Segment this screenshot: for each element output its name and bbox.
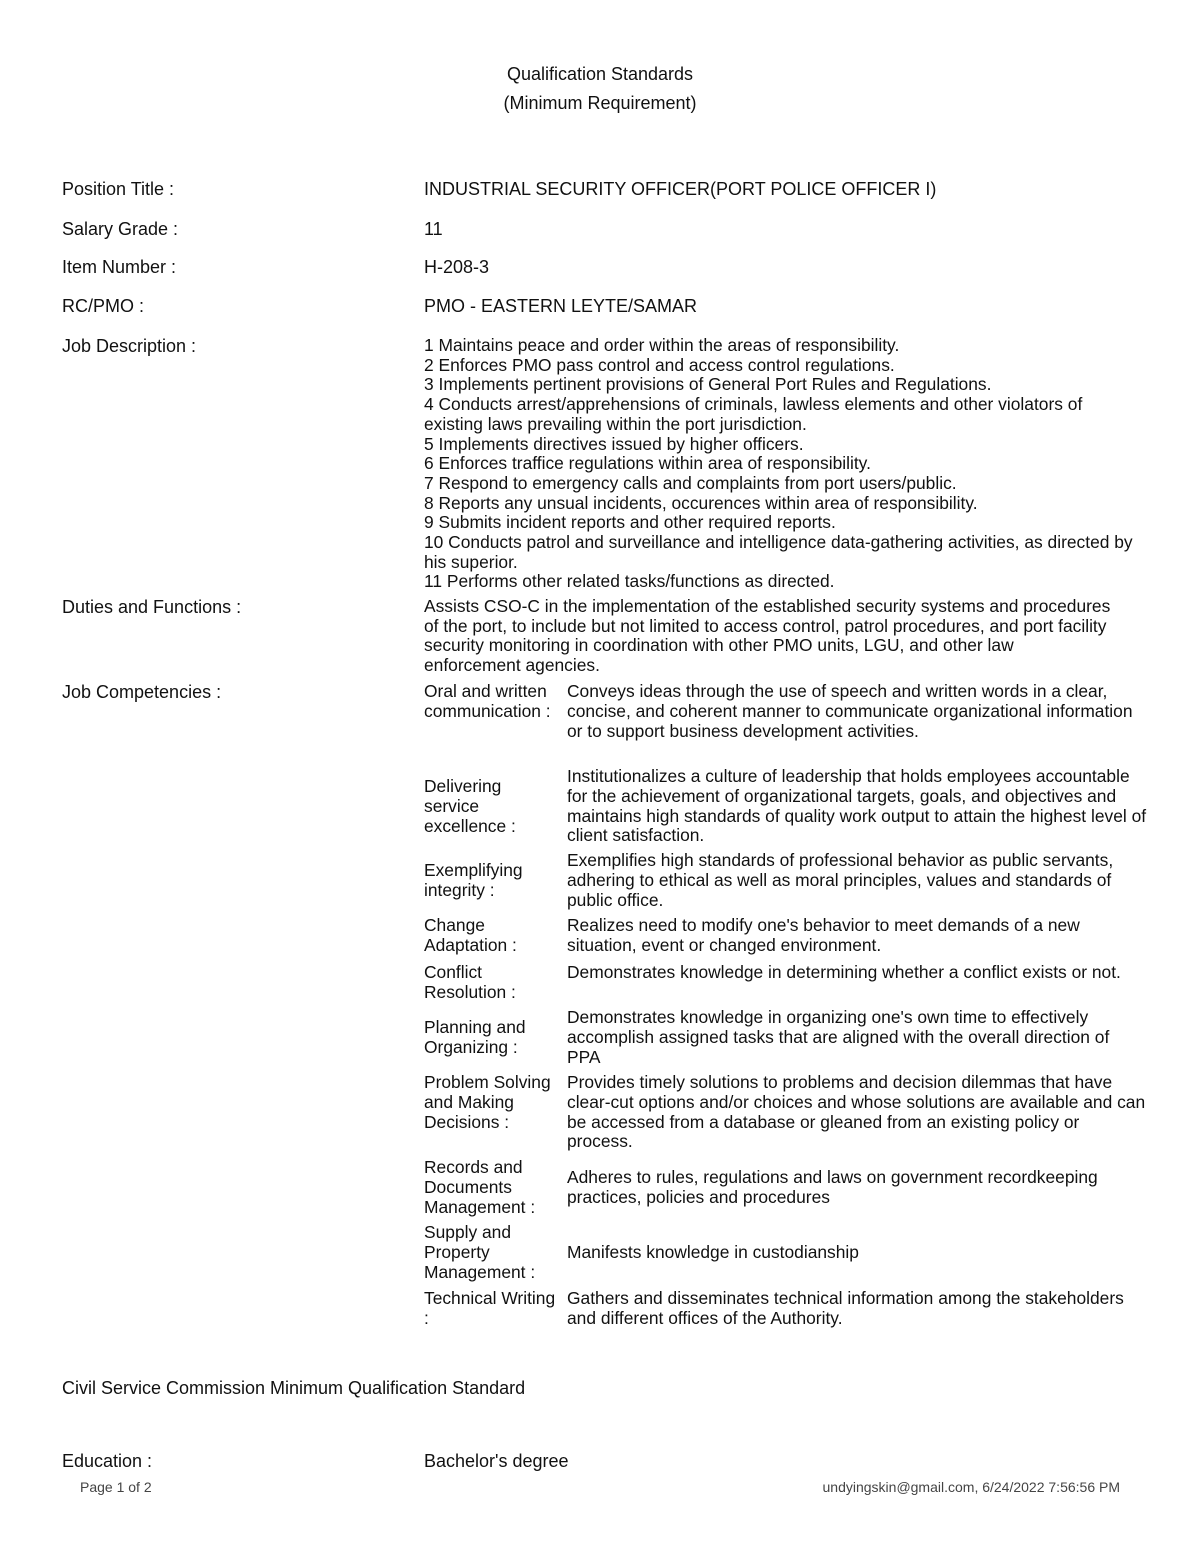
job-description-list: [424, 336, 1144, 592]
list-item: 5 Implements directives issued by higher officers.: [424, 433, 804, 454]
csc-heading: Civil Service Commission Minimum Qualification Standard: [62, 1378, 526, 1398]
competency-name: Records and Documents Management :: [424, 1157, 536, 1217]
list-item: 4 Conducts arrest/apprehensions of criminals, lawless elements and other violators of existing laws prevailing within the port jurisdiction.: [424, 394, 1083, 434]
competency-desc: Conveys ideas through the use of speech and written words in a clear, concise, and coherent manner to communicate organizational information or to support business development activities.: [567, 681, 1133, 741]
competency-desc: Institutionalizes a culture of leadership that holds employees accountable for the achievement of organizational targets, goals, and objectives and maintains high standards of quality work output to attain the highest level of client satisfaction.: [567, 766, 1147, 846]
list-item: 3 Implements pertinent provisions of General Port Rules and Regulations.: [424, 374, 992, 395]
page-subtitle: (Minimum Requirement): [503, 93, 697, 113]
competency-desc: Manifests knowledge in custodianship: [567, 1242, 859, 1262]
competency-desc: Provides timely solutions to problems and decision dilemmas that have clear-cut options and/or choices and whose solutions are available and can be accessed from a database or gleaned from an existing policy or process.: [567, 1072, 1146, 1152]
item-number-value: H-208-3: [424, 257, 490, 277]
salary-grade-label: Salary Grade :: [62, 219, 179, 239]
competency-name: Supply and Property Management :: [424, 1222, 536, 1282]
position-title-value: INDUSTRIAL SECURITY OFFICER(PORT POLICE OFFICER I): [424, 179, 937, 199]
list-item: 10 Conducts patrol and surveillance and intelligence data-gathering activities, as directed by his superior.: [424, 532, 1133, 572]
competency-name: Conflict Resolution :: [424, 962, 516, 1002]
education-label: Education :: [62, 1451, 153, 1471]
salary-grade-value: 11: [424, 219, 443, 239]
competency-name: Problem Solving and Making Decisions :: [424, 1072, 551, 1132]
competency-desc: Realizes need to modify one's behavior to meet demands of a new situation, event or changed environment.: [567, 915, 1080, 955]
document-header: [0, 60, 1200, 118]
competency-name: Oral and written communication :: [424, 681, 551, 721]
item-number-label: Item Number :: [62, 257, 177, 277]
competency-name: Planning and Organizing :: [424, 1017, 526, 1057]
competency-name: Delivering service excellence :: [424, 776, 516, 836]
competency-desc: Gathers and disseminates technical information among the stakeholders and different offices of the Authority.: [567, 1288, 1124, 1328]
competency-desc: Demonstrates knowledge in organizing one's own time to effectively accomplish assigned tasks that are aligned with the overall direction of PPA: [567, 1007, 1110, 1067]
duties-text: Assists CSO-C in the implementation of the established security systems and procedures of the port, to include but not limited to access control, patrol procedures, and port facility security monitoring in coordination with other PMO units, LGU, and other law enforcement agencies.: [424, 596, 1111, 676]
education-value: Bachelor's degree: [424, 1451, 569, 1471]
competency-name: Technical Writing :: [424, 1288, 556, 1328]
list-item: 8 Reports any unsual incidents, occurences within area of responsibility.: [424, 492, 978, 513]
competency-desc: Demonstrates knowledge in determining whether a conflict exists or not.: [567, 962, 1121, 982]
list-item: 9 Submits incident reports and other required reports.: [424, 512, 836, 533]
list-item: 7 Respond to emergency calls and complaints from port users/public.: [424, 472, 957, 493]
list-item: 6 Enforces traffice regulations within area of responsibility.: [424, 453, 871, 474]
page-title: Qualification Standards: [506, 64, 694, 84]
competency-name: Exemplifying integrity :: [424, 860, 523, 900]
list-item: 2 Enforces PMO pass control and access control regulations.: [424, 354, 895, 375]
list-item: 1 Maintains peace and order within the areas of responsibility.: [424, 335, 900, 355]
duties-label: Duties and Functions :: [62, 597, 242, 617]
print-meta: undyingskin@gmail.com, 6/24/2022 7:56:56 PM: [822, 1479, 1120, 1495]
rc-pmo-value: PMO - EASTERN LEYTE/SAMAR: [424, 296, 698, 316]
rc-pmo-label: RC/PMO :: [62, 296, 145, 316]
position-title-label: Position Title :: [62, 179, 175, 199]
list-item: 11 Performs other related tasks/functions as directed.: [424, 571, 835, 592]
competency-desc: Adheres to rules, regulations and laws on government recordkeeping practices, policies and procedures: [567, 1167, 1098, 1207]
competency-name: Change Adaptation :: [424, 915, 517, 955]
job-description-label: Job Description :: [62, 336, 197, 356]
competency-desc: Exemplifies high standards of professional behavior as public servants, adhering to ethical as well as moral principles, values and standards of public office.: [567, 850, 1114, 910]
page-number: Page 1 of 2: [80, 1479, 152, 1495]
competencies-label: Job Competencies :: [62, 682, 222, 702]
